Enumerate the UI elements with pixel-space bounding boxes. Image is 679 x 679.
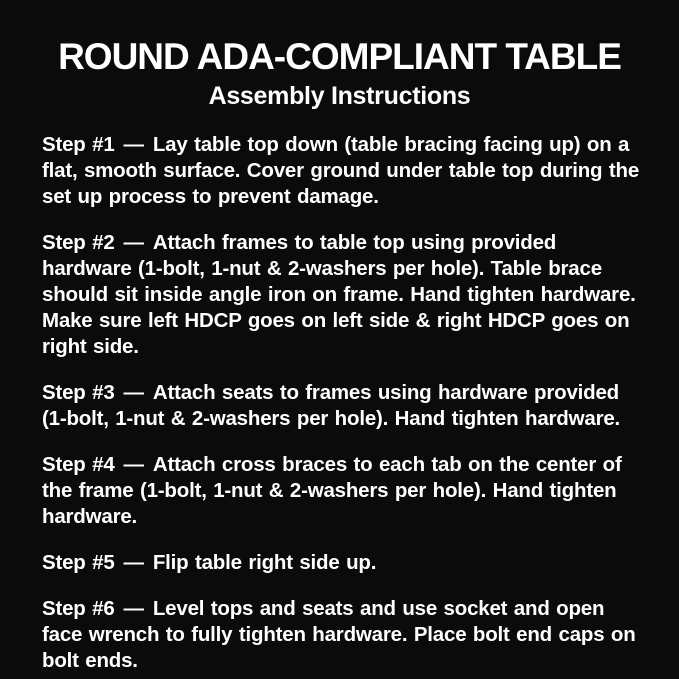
step-text: Attach frames to table top using provided hardware (1-bolt, 1-nut & 2-washers per hole). Table brace should sit inside angle iron on frame. Hand tighten hardware. Make sure left HDCP goes on left side & right HDCP goes on right side. (42, 231, 636, 359)
step-item-3 (42, 380, 643, 432)
step-separator: — (123, 381, 144, 405)
header (0, 0, 679, 110)
step-item-1 (42, 132, 643, 210)
step-text: Lay table top down (table bracing facing up) on a flat, smooth surface. Cover ground under table top during the set up process to prevent damage. (42, 133, 640, 209)
step-item-2 (42, 230, 643, 360)
step-separator: — (123, 133, 144, 157)
step-text: Level tops and seats and use socket and open face wrench to fully tighten hardware. Place bolt end caps on bolt ends. (42, 597, 636, 673)
step-text: Attach seats to frames using hardware provided (1-bolt, 1-nut & 2-washers per hole). Hand tighten hardware. (42, 381, 621, 431)
step-item-5 (42, 550, 643, 576)
page-title: ROUND ADA-COMPLIANT TABLE (58, 36, 621, 77)
step-item-4 (42, 452, 643, 530)
step-label: Step #5 (42, 551, 115, 575)
steps-list (0, 110, 679, 674)
page-subtitle: Assembly Instructions (208, 81, 471, 110)
step-separator: — (123, 231, 144, 255)
step-item-6 (42, 596, 643, 674)
step-text: Flip table right side up. (152, 551, 377, 575)
step-label: Step #6 (42, 597, 115, 621)
step-text: Attach cross braces to each tab on the center of the frame (1-bolt, 1-nut & 2-washers per hole). Hand tighten hardware. (42, 453, 622, 529)
step-label: Step #2 (42, 231, 115, 255)
step-separator: — (123, 453, 144, 477)
step-label: Step #4 (42, 453, 115, 477)
step-label: Step #1 (42, 133, 115, 157)
step-separator: — (123, 551, 144, 575)
step-separator: — (123, 597, 144, 621)
step-label: Step #3 (42, 381, 115, 405)
